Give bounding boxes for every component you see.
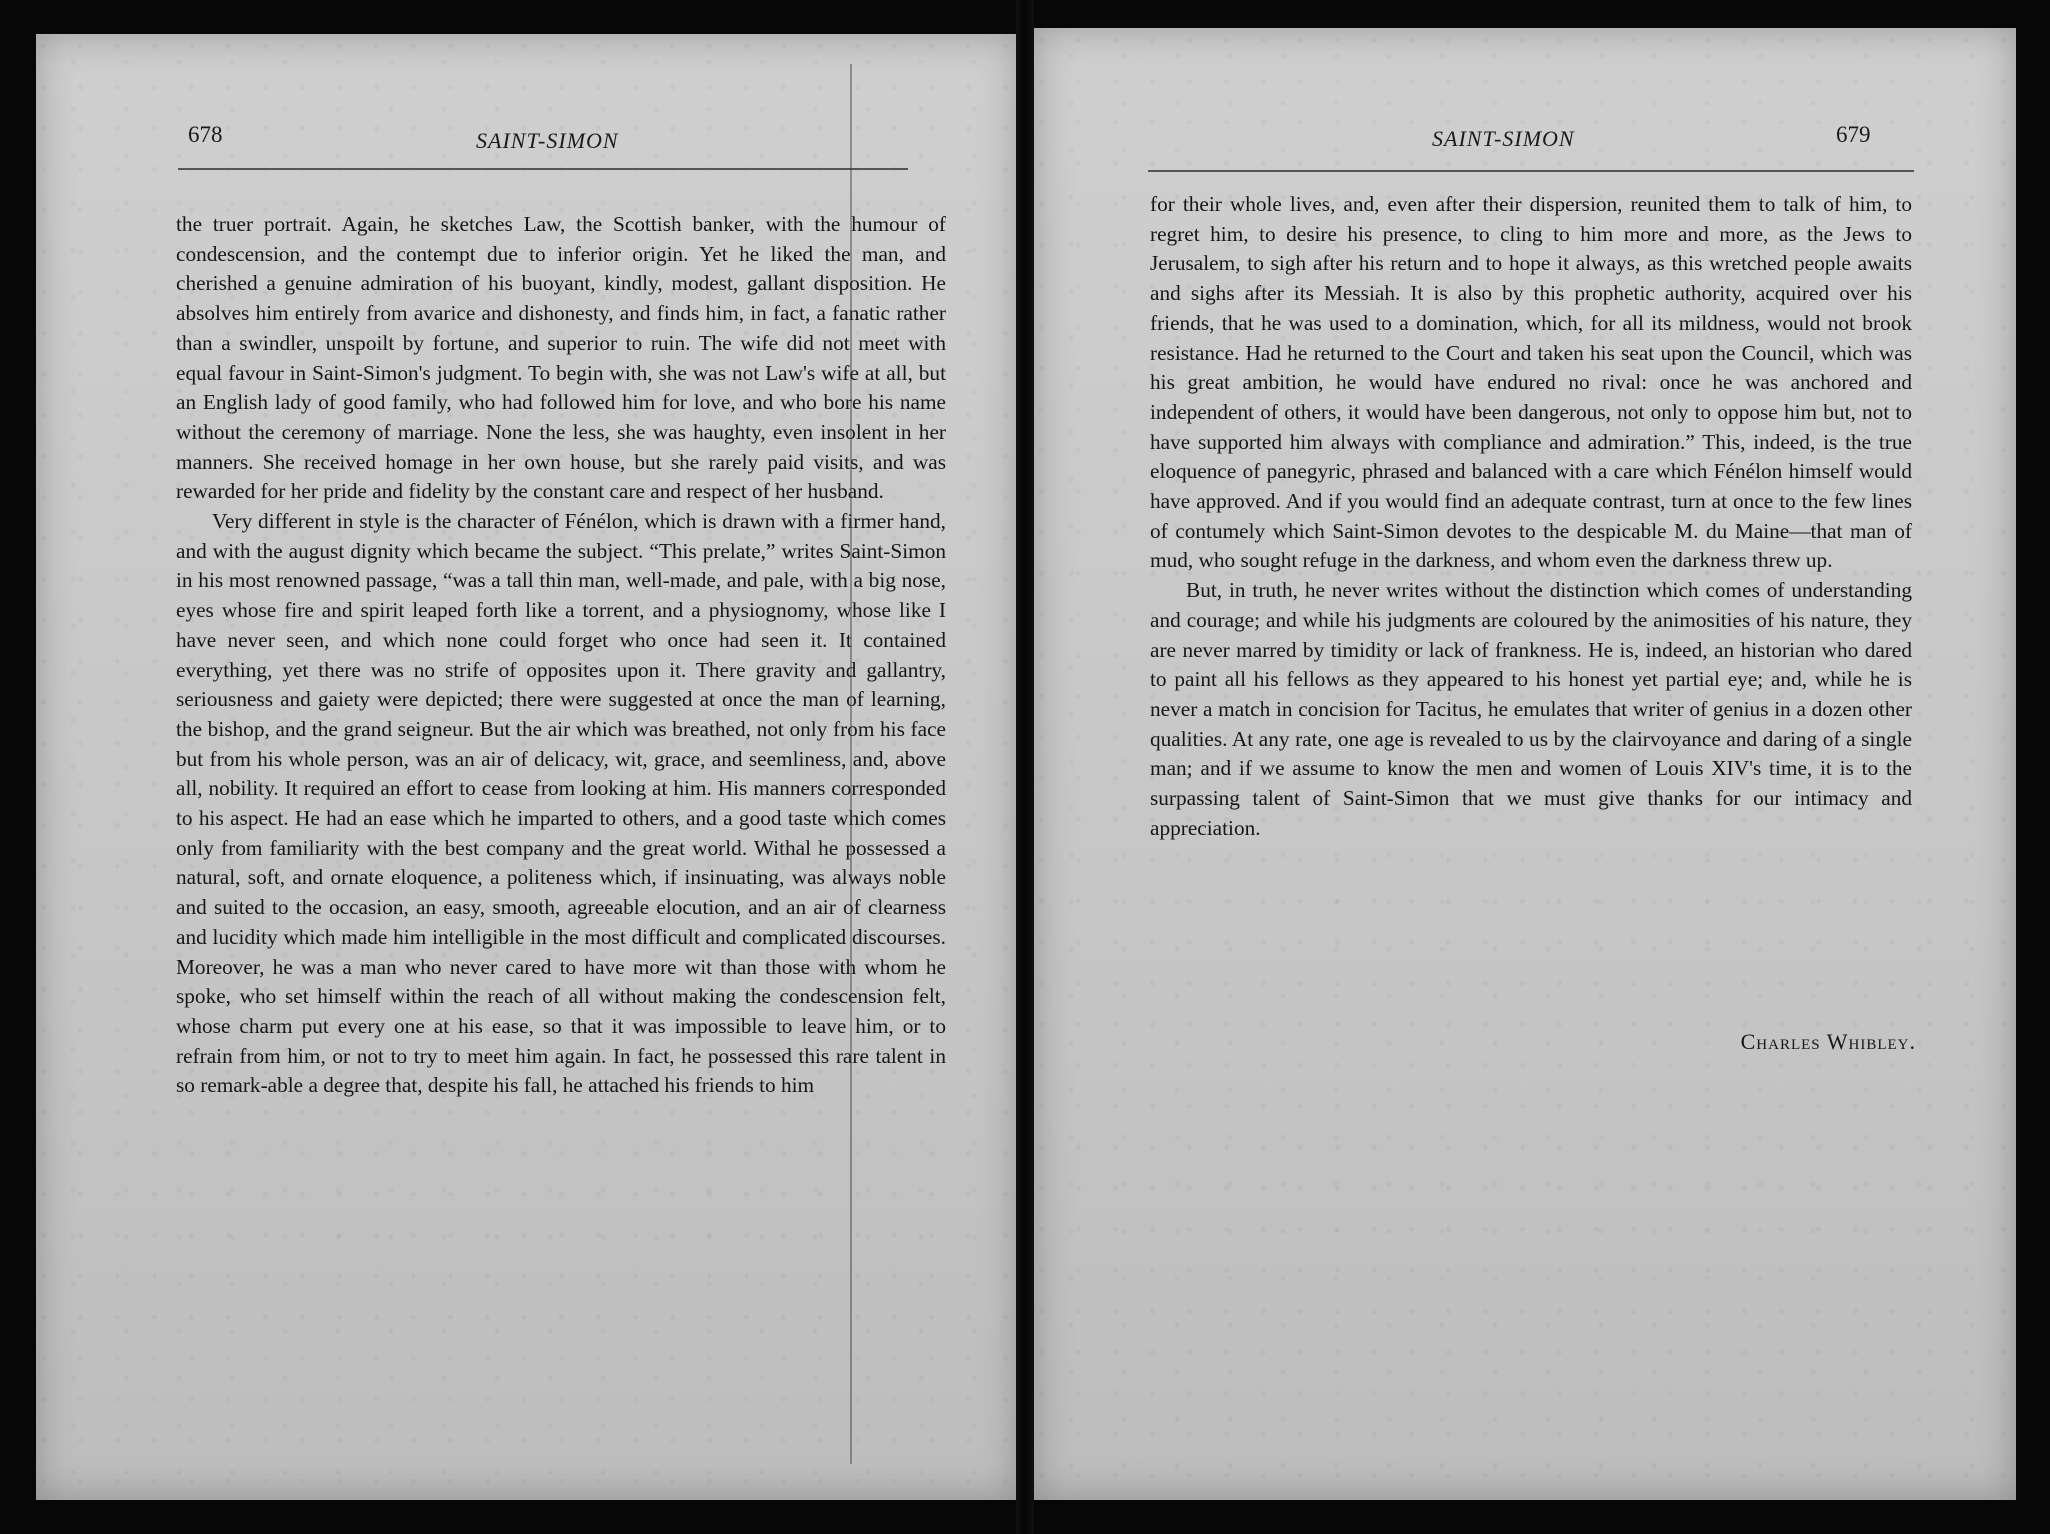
scan-line: [850, 64, 852, 1464]
author-signature: Charles Whibley.: [1740, 1029, 1916, 1054]
running-head: SAINT-SIMON: [1432, 126, 1575, 151]
running-head: SAINT-SIMON: [476, 128, 619, 153]
header-rule: [178, 168, 908, 170]
paragraph: the truer portrait. Again, he sketches Law, the Scottish banker, with the humour of condescension, and the contempt due to inferior origin. Yet he liked the man, and cherished a genuine admiration of his buoyant, kindly, modest, gallant disposition. He absolves him entirely from avarice and dishonesty, and finds him, in fact, a fanatic rather than a swindler, unspoilt by fortune, and superior to ruin. The wife did not meet with equal favour in Saint-Simon's judgment. To begin with, she was not Law's wife at all, but an English lady of good family, who had followed him for love, and who bore his name without the ceremony of marriage. None the less, she was haughty, even insolent in her manners. She received homage in her own house, but she rarely paid visits, and was rewarded for her pride and fidelity by the constant care and respect of her husband.: [176, 212, 946, 504]
page-number: 678: [188, 122, 223, 147]
paragraph: But, in truth, he never writes without the distinction which comes of understanding and courage; and while his judgments are coloured by the animosities of his nature, they are never marred by timidity or lack of frankness. He is, indeed, an historian who dared to paint all his fellows as they appeared to his honest yet partial eye; and, while he is never a match in concision for Tacitus, he emulates that writer of genius in a dozen other qualities. At any rate, one age is revealed to us by the clairvoyance and daring of a single man; and if we assume to know the men and women of Louis XIV's time, it is to the surpassing talent of Saint-Simon that we must give thanks for our intimacy and appreciation.: [1150, 578, 1912, 840]
paragraph: Very different in style is the character of Fénélon, which is drawn with a firmer hand, and with the august dignity which became the subject. “This prelate,” writes Saint-Simon in his most renowned passage, “was a tall thin man, well-made, and pale, with a big nose, eyes whose fire and spirit leaped forth like a torrent, and a physiognomy, whose like I have never seen, and which none could forget who once had seen it. It contained everything, yet there was no strife of opposites upon it. There gravity and gallantry, seriousness and gaiety were depicted; there were suggested at once the man of learning, the bishop, and the grand seigneur. But the air which was breathed, not only from his face but from his whole person, was an air of delicacy, wit, grace, and seemliness, and, above all, nobility. It required an effort to cease from looking at him. His manners corresponded to his aspect. He had an ease which he imparted to others, and a good taste which comes only from familiarity with the best company and the great world. Withal he possessed a natural, soft, and ornate eloquence, a politeness which, if insinuating, was always noble and suited to the occasion, an easy, smooth, agreeable elocution, and an air of clearness and lucidity which made him intelligible in the most difficult and complicated discourses. Moreover, he was a man who never cared to have more wit than those with whom he spoke, who set himself within the reach of all without making the condescension felt, whose charm put every one at his ease, so that it was impossible to leave him, or to refrain from him, or not to try to meet him again. In fact, he possessed this rare talent in so remark-able a degree that, despite his fall, he attached his friends to him: [176, 509, 946, 1098]
header-rule: [1148, 170, 1914, 172]
right-page: [1034, 28, 2016, 1500]
left-page: [36, 34, 1019, 1500]
body-text: [1150, 190, 1912, 843]
page-number: 679: [1836, 122, 1871, 147]
body-text: [176, 210, 946, 1101]
paragraph: for their whole lives, and, even after their dispersion, reunited them to talk of him, to regret him, to desire his presence, to cling to him more and more, as the Jews to Jerusalem, to sigh after his return and to hope it always, as this wretched people awaits and sighs after its Messiah. It is also by this prophetic authority, acquired over his friends, that he was used to a domination, which, for all its mildness, would not brook resistance. Had he returned to the Court and taken his seat upon the Council, which was his great ambition, he would have endured no rival: once he was anchored and independent of others, it would have been dangerous, not only to oppose him but, not to have supported him always with compliance and admiration.” This, indeed, is the true eloquence of panegyric, phrased and balanced with a care which Fénélon himself would have approved. And if you would find an adequate contrast, turn at once to the few lines of contumely which Saint-Simon devotes to the despicable M. du Maine—that man of mud, who sought refuge in the darkness, and whom even the darkness threw up.: [1150, 192, 1912, 573]
book-gutter: [1016, 0, 1034, 1534]
